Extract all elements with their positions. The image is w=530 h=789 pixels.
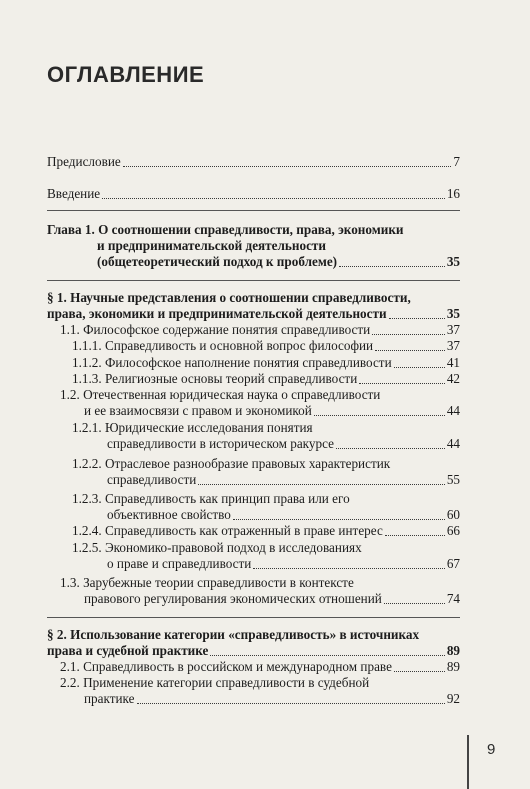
toc-leader-dots <box>123 165 452 167</box>
toc-entry-title: объективное свойство <box>107 507 231 522</box>
toc-entry-1-2-3[interactable] <box>107 507 460 523</box>
toc-entry-1-1-2[interactable] <box>72 355 460 371</box>
toc-entry-1-1-1[interactable] <box>72 338 460 354</box>
toc-entry-1-2-2[interactable] <box>107 472 460 488</box>
page-number: 9 <box>487 741 496 758</box>
toc-leader-dots <box>137 702 445 704</box>
toc-entry-title: 1.1. Философское содержание понятия справедливости <box>60 322 371 337</box>
toc-page-number: 89 <box>446 643 460 658</box>
toc-entry-1-1-3[interactable] <box>72 371 460 387</box>
toc-entry-preface[interactable] <box>47 154 460 170</box>
toc-entry-title: (общетеоретический подход к проблеме) <box>97 254 338 269</box>
toc-page-number: 67 <box>446 556 460 571</box>
toc-entry-title: справедливости в историческом ракурсе <box>107 436 334 451</box>
toc-leader-dots <box>389 317 445 319</box>
toc-leader-dots <box>339 265 445 267</box>
toc-chapter-1-line-2[interactable]: и предпринимательской деятельности <box>97 238 327 253</box>
section-divider <box>47 210 460 211</box>
section-divider <box>47 280 460 281</box>
toc-entry-title: практике <box>84 691 135 706</box>
toc-leader-dots <box>375 349 445 351</box>
toc-entry-title: Предисловие <box>47 154 121 169</box>
toc-leader-dots <box>372 333 445 335</box>
toc-entry-1-2[interactable] <box>84 403 460 419</box>
toc-page-number: 41 <box>446 355 460 370</box>
toc-entry-title: 1.1.3. Религиозные основы теорий справедливости <box>72 371 358 386</box>
toc-entry-title: 2.1. Справедливость в российском и международном праве <box>60 659 392 674</box>
toc-section-1-line-1[interactable]: § 1. Научные представления о соотношении справедливости, <box>47 290 411 305</box>
toc-entry-1-2-1[interactable] <box>107 436 460 452</box>
toc-page-number: 42 <box>446 371 460 386</box>
toc-page-number: 16 <box>446 186 460 201</box>
toc-entry-title: о праве и справедливости <box>107 556 252 571</box>
toc-entry-2-2[interactable] <box>84 691 460 707</box>
toc-entry-title: 1.1.2. Философское наполнение понятия справедливости <box>72 355 392 370</box>
toc-leader-dots <box>210 654 444 656</box>
toc-page-number: 35 <box>446 306 460 321</box>
toc-leader-dots <box>359 382 445 384</box>
toc-page-number: 37 <box>446 322 460 337</box>
toc-page-number: 37 <box>446 338 460 353</box>
toc-entry-2-1[interactable] <box>60 659 460 675</box>
toc-entry-1-2-2-line-1[interactable]: 1.2.2. Отраслевое разнообразие правовых характеристик <box>72 456 391 471</box>
toc-page-number: 44 <box>446 436 460 451</box>
toc-chapter-1-line-1[interactable]: Глава 1. О соотношении справедливости, права, экономики <box>47 222 404 237</box>
toc-page-number: 60 <box>446 507 460 522</box>
toc-entry-1-3-line-1[interactable]: 1.3. Зарубежные теории справедливости в контексте <box>60 575 354 590</box>
toc-leader-dots <box>198 483 445 485</box>
toc-page-number: 89 <box>446 659 460 674</box>
toc-entry-title: 1.2.4. Справедливость как отраженный в праве интерес <box>72 523 383 538</box>
toc-leader-dots <box>102 197 445 199</box>
toc-entry-1-2-4[interactable] <box>72 523 460 539</box>
toc-entry-title: и ее взаимосвязи с правом и экономикой <box>84 403 312 418</box>
page-title: ОГЛАВЛЕНИЕ <box>47 62 205 87</box>
toc-entry-title: права и судебной практике <box>47 643 209 658</box>
toc-entry-title: правового регулирования экономических отношений <box>84 591 382 606</box>
toc-page-number: 66 <box>446 523 460 538</box>
toc-entry-1-3[interactable] <box>84 591 460 607</box>
toc-entry-1-2-line-1[interactable]: 1.2. Отечественная юридическая наука о справедливости <box>60 387 381 402</box>
toc-leader-dots <box>384 602 445 604</box>
toc-leader-dots <box>336 447 445 449</box>
toc-entry-section-1[interactable] <box>47 306 460 322</box>
toc-page-number: 92 <box>446 691 460 706</box>
toc-entry-title: права, экономики и предпринимательской деятельности <box>47 306 387 321</box>
toc-leader-dots <box>394 670 445 672</box>
toc-entry-title: справедливости <box>107 472 197 487</box>
toc-entry-1-1[interactable] <box>60 322 460 338</box>
toc-entry-1-2-1-line-1[interactable]: 1.2.1. Юридические исследования понятия <box>72 420 313 435</box>
toc-section-2-line-1[interactable]: § 2. Использование категории «справедливость» в источниках <box>47 627 420 642</box>
toc-entry-1-2-3-line-1[interactable]: 1.2.3. Справедливость как принцип права или его <box>72 491 350 506</box>
toc-page-number: 55 <box>446 472 460 487</box>
toc-page-number: 35 <box>446 254 460 269</box>
toc-page-number: 7 <box>453 154 460 169</box>
toc-page-number: 74 <box>446 591 460 606</box>
footer-divider <box>467 735 469 789</box>
toc-leader-dots <box>385 534 445 536</box>
toc-entry-section-2[interactable] <box>47 643 460 659</box>
toc-entry-chapter-1[interactable] <box>97 254 460 270</box>
toc-leader-dots <box>253 567 444 569</box>
toc-entry-1-2-5-line-1[interactable]: 1.2.5. Экономико-правовой подход в исследованиях <box>72 540 362 555</box>
toc-entry-title: Введение <box>47 186 101 201</box>
section-divider <box>47 617 460 618</box>
toc-leader-dots <box>394 366 445 368</box>
toc-entry-introduction[interactable] <box>47 186 460 202</box>
toc-entry-2-2-line-1[interactable]: 2.2. Применение категории справедливости в судебной <box>60 675 370 690</box>
toc-leader-dots <box>233 518 445 520</box>
toc-entry-title: 1.1.1. Справедливость и основной вопрос философии <box>72 338 374 353</box>
toc-leader-dots <box>314 414 445 416</box>
toc-page-number: 44 <box>446 403 460 418</box>
toc-entry-1-2-5[interactable] <box>107 556 460 572</box>
